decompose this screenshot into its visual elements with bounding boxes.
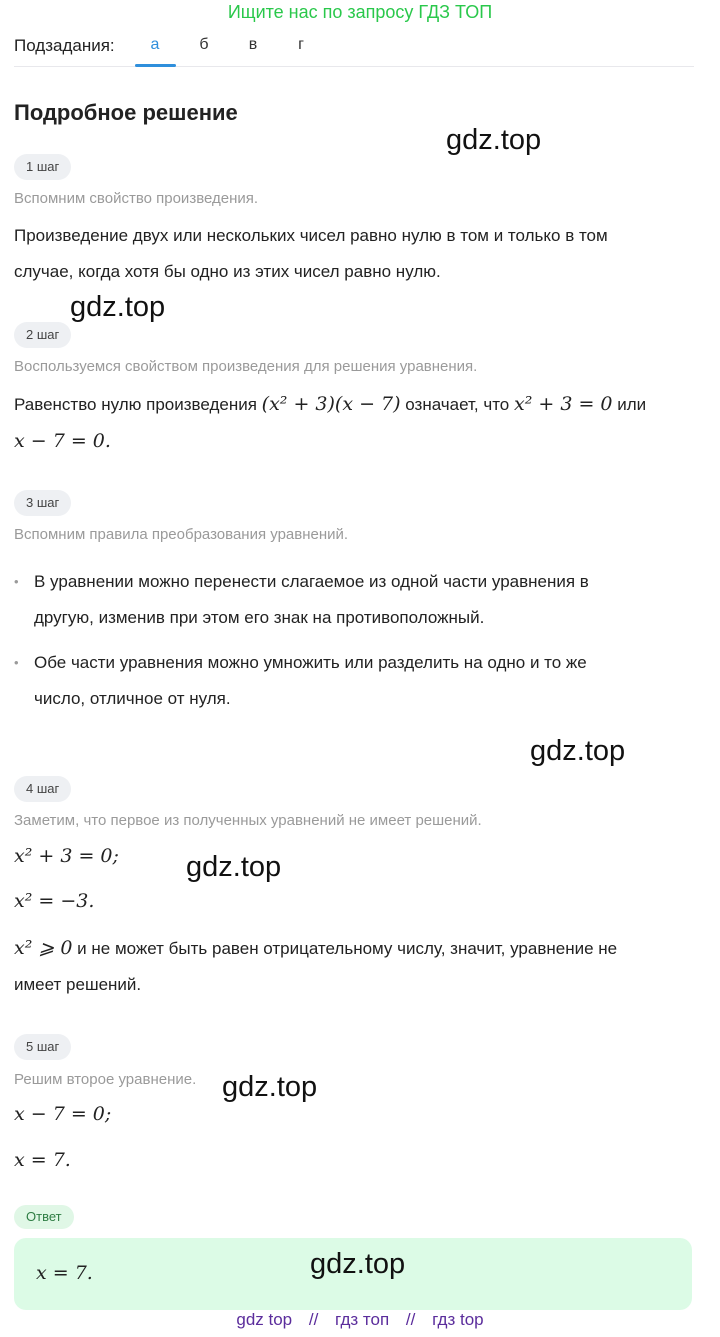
footer-link-1[interactable]: gdz top <box>236 1310 293 1329</box>
step-2-math-product: (x² + 3)(x − 7) <box>261 393 401 415</box>
watermark-3: gdz.top <box>530 735 626 767</box>
step-1-line-1: Произведение двух или нескольких чисел равно нулю в том и только в том <box>14 226 608 245</box>
watermark-6: gdz.top <box>310 1248 406 1280</box>
step-5-eq1-math: x − 7 = 0; <box>14 1103 112 1125</box>
promo-banner: Ищите нас по запросу ГДЗ ТОП <box>227 2 493 22</box>
step-3-hint: Вспомним правила преобразования уравнений. <box>14 526 349 543</box>
subtasks-bar <box>14 30 694 67</box>
bullet-2-line-2: число, отличное от нуля. <box>34 689 231 708</box>
watermark-4: gdz.top <box>186 851 282 883</box>
step-2-hint: Воспользуемся свойством произведения для решения уравнения. <box>14 358 478 375</box>
answer-badge: Ответ <box>14 1205 74 1229</box>
tab-v[interactable]: в <box>248 36 258 53</box>
step-4-hint: Заметим, что первое из полученных уравнений не имеет решений. <box>14 812 482 829</box>
watermark-2: gdz.top <box>70 291 166 323</box>
step-4-eq1-math: x² + 3 = 0; <box>14 845 119 867</box>
watermark-5: gdz.top <box>222 1071 318 1103</box>
answer-value: x = 7. <box>36 1262 93 1284</box>
step-3-bullet-2 <box>14 645 704 717</box>
bullet-dot-icon: • <box>14 574 19 589</box>
bullet-1-line-1: В уравнении можно перенести слагаемое из одной части уравнения в <box>34 572 589 591</box>
step-4-text-b: имеет решений. <box>14 975 142 994</box>
step-4-text <box>14 930 704 1003</box>
watermark-1: gdz.top <box>446 124 542 156</box>
bullet-2-line-1: Обе части уравнения можно умножить или разделить на одно и то же <box>34 653 587 672</box>
footer-links <box>0 1310 720 1330</box>
step-4-eq1 <box>14 838 704 875</box>
step-2-text-c: или <box>617 395 647 414</box>
step-1-text <box>14 218 704 290</box>
footer-separator-2: // <box>405 1310 416 1329</box>
step-4-eq2 <box>14 883 704 920</box>
step-2-math-eq1: x² + 3 = 0 <box>513 393 613 415</box>
step-3-bullet-1 <box>14 564 704 636</box>
step-5-badge: 5 шаг <box>14 1034 71 1060</box>
step-5-eq1 <box>14 1096 704 1133</box>
step-5-hint: Решим второе уравнение. <box>14 1071 197 1088</box>
tab-b[interactable]: б <box>199 36 209 53</box>
step-5-eq2-math: x = 7. <box>14 1149 71 1171</box>
bullet-1-line-2: другую, изменив при этом его знак на противоположный. <box>34 608 485 627</box>
tab-a[interactable]: а <box>150 36 160 53</box>
step-2-text-a: Равенство нулю произведения <box>14 395 257 414</box>
step-1-line-2: случае, когда хотя бы одно из этих чисел равно нулю. <box>14 262 441 281</box>
step-2-text-b: означает, что <box>405 395 510 414</box>
bullet-dot-icon: • <box>14 655 19 670</box>
tab-g[interactable]: г <box>298 36 304 53</box>
step-5-eq2 <box>14 1142 704 1179</box>
step-2-badge: 2 шаг <box>14 322 71 348</box>
page-title: Подробное решение <box>14 100 238 125</box>
step-3-badge: 3 шаг <box>14 490 71 516</box>
subtasks-label: Подзадания: <box>14 36 115 55</box>
footer-link-3[interactable]: гдз top <box>432 1310 484 1329</box>
active-tab-indicator <box>135 64 176 67</box>
footer-link-2[interactable]: гдз топ <box>335 1310 390 1329</box>
step-1-badge: 1 шаг <box>14 154 71 180</box>
step-2-math-eq2: x − 7 = 0. <box>14 430 111 452</box>
step-1-hint: Вспомним свойство произведения. <box>14 190 259 207</box>
step-4-eq2-math: x² = −3. <box>14 890 95 912</box>
step-4-text-a: и не может быть равен отрицательному числу, значит, уравнение не <box>77 939 618 958</box>
step-2-text <box>14 386 704 460</box>
footer-separator-1: // <box>308 1310 319 1329</box>
step-4-badge: 4 шаг <box>14 776 71 802</box>
step-4-math-ineq: x² ⩾ 0 <box>14 937 73 959</box>
